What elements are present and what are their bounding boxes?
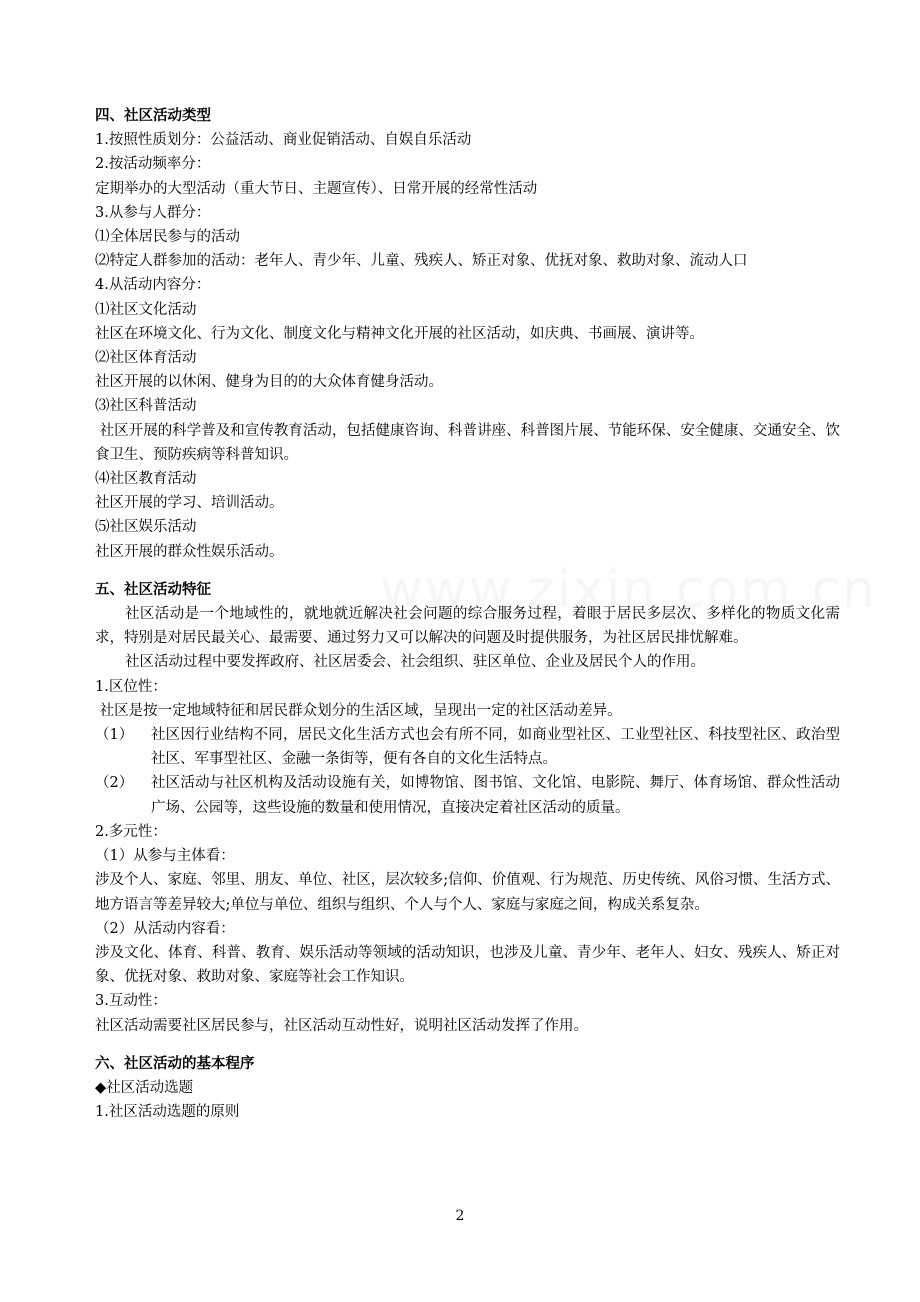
s4-line-11: 社区开展的以休闲、健身为目的的大众体育健身活动。 xyxy=(95,374,443,391)
s4-line-14: ⑷社区教育活动 xyxy=(95,471,197,488)
s6-line-1: ◆社区活动选题 xyxy=(95,1079,194,1096)
s5-line-5: （2）从活动内容看： xyxy=(95,920,235,937)
s4-line-6: ⑵特定人群参加的活动：老年人、青少年、儿童、残疾人、矫正对象、优抚对象、救助对象、流动人口 xyxy=(95,253,748,270)
s6-line-2: 1.社区活动选题的原则 xyxy=(95,1104,240,1121)
document-body xyxy=(95,104,840,1124)
section-5-heading: 五、社区活动特征 xyxy=(95,580,211,598)
s4-line-12: ⑶社区科普活动 xyxy=(95,398,197,415)
section-4-heading: 四、社区活动类型 xyxy=(95,107,211,124)
s5-paragraph-2: 社区活动过程中要发挥政府、社区居委会、社会组织、驻区单位、企业及居民个人的作用。 xyxy=(125,654,705,671)
s5-list-item-1 xyxy=(95,723,840,771)
s5-paragraph-4: 涉及文化、体育、科普、教育、娱乐活动等领域的活动知识，也涉及儿童、青少年、老年人、妇女、残疾人、矫正对象、优抚对象、救助对象、家庭等社会工作知识。 xyxy=(95,944,840,986)
s4-line-16: ⑸社区娱乐活动 xyxy=(95,519,197,536)
list-number: （2） xyxy=(95,775,134,792)
section-gap xyxy=(95,564,840,578)
section-6-heading: 六、社区活动的基本程序 xyxy=(95,1054,255,1072)
s4-line-10: ⑵社区体育活动 xyxy=(95,350,197,367)
s5-line-1: 1.区位性： xyxy=(95,678,167,695)
s4-line-17: 社区开展的群众性娱乐活动。 xyxy=(95,543,284,560)
s5-line-6: 3.互动性： xyxy=(95,993,167,1010)
list-number: （1） xyxy=(95,727,134,744)
s4-line-5: ⑴全体居民参与的活动 xyxy=(95,229,240,246)
s4-line-15: 社区开展的学习、培训活动。 xyxy=(95,495,284,512)
s5-paragraph-5: 社区活动需要社区居民参与，社区活动互动性好，说明社区活动发挥了作用。 xyxy=(95,1017,588,1034)
s4-line-7: 4.从活动内容分： xyxy=(95,277,211,294)
s4-line-4: 3.从参与人群分： xyxy=(95,204,211,221)
s4-line-9: 社区在环境文化、行为文化、制度文化与精神文化开展的社区活动，如庆典、书画展、演讲等。 xyxy=(95,325,704,342)
list-text: 社区因行业结构不同，居民文化生活方式也会有所不同，如商业型社区、工业型社区、科技型社区、政治型社区、军事型社区、金融一条街等，便有各自的文化生活特点。 xyxy=(151,727,840,768)
s5-paragraph-1: 社区活动是一个地域性的，就地就近解决社会问题的综合服务过程，着眼于居民多层次、多样化的物质文化需求，特别是对居民最关心、最需要、通过努力又可以解决的问题及时提供服务，为社区居民排忧解难。 xyxy=(95,606,840,647)
page-number: 2 xyxy=(455,1208,465,1224)
s4-line-3: 定期举办的大型活动（重大节日、主题宣传）、日常开展的经常性活动 xyxy=(95,180,538,197)
s4-paragraph-13: 社区开展的科学普及和宣传教育活动，包括健康咨询、科普讲座、科普图片展、节能环保、安全健康、交通安全、饮食卫生、预防疾病等科普知识。 xyxy=(95,422,841,463)
s4-line-2: 2.按活动频率分： xyxy=(95,156,211,173)
s5-line-4: （1）从参与主体看： xyxy=(95,848,235,865)
s5-line-3: 2.多元性： xyxy=(95,823,167,840)
s5-list-item-2 xyxy=(95,771,840,819)
s4-line-1: 1.按照性质划分：公益活动、商业促销活动、自娱自乐活动 xyxy=(95,132,472,149)
s5-line-2: 社区是按一定地域特征和居民群众划分的生活区域，呈现出一定的社区活动差异。 xyxy=(95,702,622,719)
s5-paragraph-3: 涉及个人、家庭、邻里、朋友、单位、社区，层次较多;信仰、价值观、行为规范、历史传统、风俗习惯、生活方式、地方语言等差异较大;单位与单位、组织与组织、个人与个人、家庭与家庭之间，构成关系复杂。 xyxy=(95,872,840,913)
list-text: 社区活动与社区机构及活动设施有关，如博物馆、图书馆、文化馆、电影院、舞厅、体育场馆、群众性活动广场、公园等，这些设施的数量和使用情况，直接决定着社区活动的质量。 xyxy=(151,775,840,816)
section-gap xyxy=(95,1038,840,1052)
s4-line-8: ⑴社区文化活动 xyxy=(95,301,197,318)
